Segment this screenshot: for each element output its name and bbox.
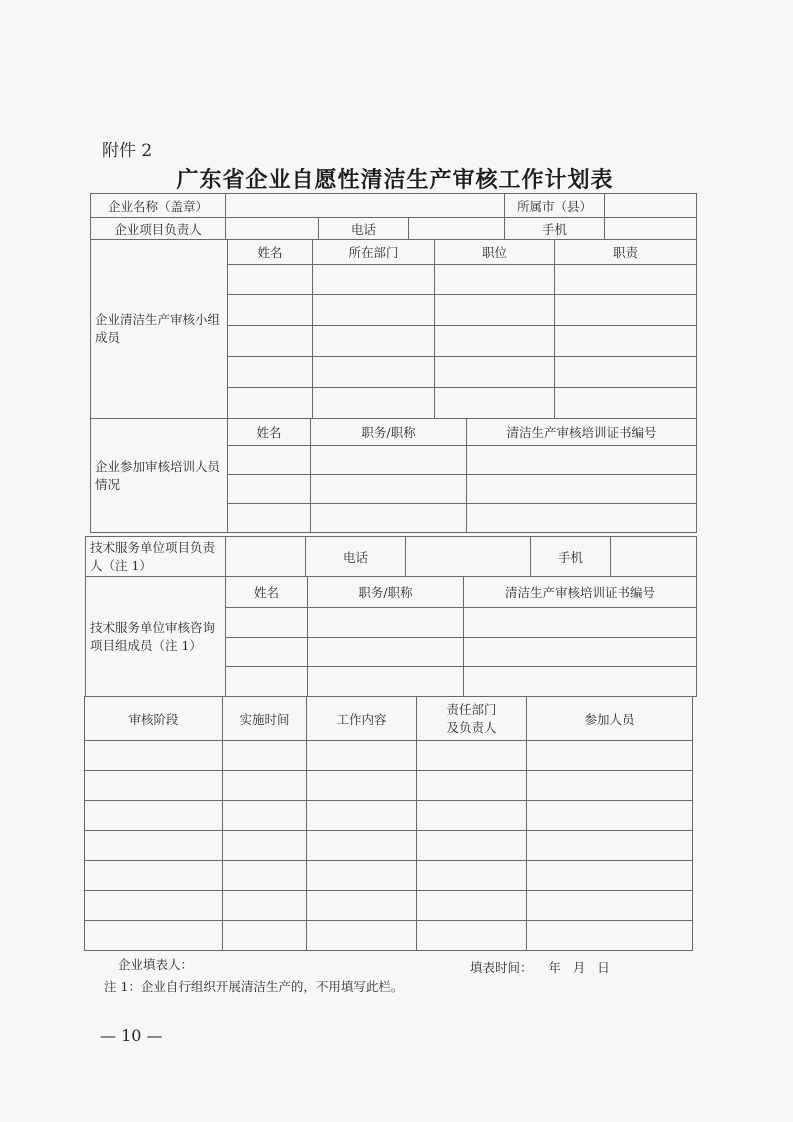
tech-service-table [85, 536, 697, 577]
table-cell[interactable] [417, 861, 527, 891]
tech-phone-label: 电话 [306, 537, 406, 577]
table-cell[interactable] [527, 861, 693, 891]
col-title: 职务/职称 [308, 577, 464, 608]
table-cell[interactable] [228, 357, 313, 388]
table-cell[interactable] [223, 831, 307, 861]
table-cell[interactable] [467, 446, 697, 475]
table-cell[interactable] [467, 475, 697, 504]
page-number: — 10 — [100, 1026, 163, 1045]
table-cell[interactable] [313, 326, 435, 357]
city-label: 所属市（县） [505, 194, 605, 218]
col-cert-no: 清洁生产审核培训证书编号 [464, 577, 697, 608]
table-cell[interactable] [527, 921, 693, 951]
table-cell[interactable] [311, 504, 467, 533]
table-cell[interactable] [308, 638, 464, 667]
table-cell[interactable] [311, 446, 467, 475]
col-duty: 职责 [555, 240, 697, 265]
filler-label: 企业填表人： [118, 957, 194, 972]
table-cell[interactable] [223, 741, 307, 771]
table-cell[interactable] [228, 265, 313, 295]
col-content: 工作内容 [307, 697, 417, 741]
table-cell[interactable] [228, 326, 313, 357]
table-cell[interactable] [228, 388, 313, 419]
company-name-field[interactable] [226, 194, 505, 218]
table-cell[interactable] [307, 891, 417, 921]
table-cell[interactable] [435, 295, 555, 326]
table-cell[interactable] [464, 638, 697, 667]
col-participants: 参加人员 [527, 697, 693, 741]
table-cell[interactable] [464, 608, 697, 638]
table-cell[interactable] [313, 265, 435, 295]
table-cell[interactable] [307, 741, 417, 771]
table-cell[interactable] [223, 771, 307, 801]
table-cell[interactable] [223, 801, 307, 831]
table-cell[interactable] [527, 741, 693, 771]
table-cell[interactable] [313, 295, 435, 326]
form-title: 广东省企业自愿性清洁生产审核工作计划表 [176, 167, 614, 193]
table-cell[interactable] [555, 388, 697, 419]
table-cell[interactable] [228, 446, 311, 475]
table-cell[interactable] [555, 265, 697, 295]
table-cell[interactable] [311, 475, 467, 504]
phone-field[interactable] [409, 218, 505, 240]
col-position: 职位 [435, 240, 555, 265]
table-cell[interactable] [228, 475, 311, 504]
table-cell[interactable] [85, 801, 223, 831]
table-cell[interactable] [527, 891, 693, 921]
table-cell[interactable] [527, 801, 693, 831]
company-name-label: 企业名称（盖章） [91, 194, 226, 218]
table-cell[interactable] [313, 357, 435, 388]
table-cell[interactable] [85, 861, 223, 891]
table-cell[interactable] [467, 504, 697, 533]
col-stage: 审核阶段 [85, 697, 223, 741]
table-cell[interactable] [307, 831, 417, 861]
date-label: 填表时间： 年 月 日 [470, 960, 610, 975]
table-cell[interactable] [228, 504, 311, 533]
table-cell[interactable] [307, 771, 417, 801]
table-cell[interactable] [417, 771, 527, 801]
table-cell[interactable] [307, 801, 417, 831]
attachment-label: 附件 2 [102, 141, 153, 161]
audit-team-label: 企业清洁生产审核小组成员 [91, 240, 228, 419]
table-cell[interactable] [226, 667, 308, 697]
phone-label: 电话 [319, 218, 409, 240]
tech-phone-field[interactable] [406, 537, 531, 577]
table-cell[interactable] [555, 295, 697, 326]
mobile-label: 手机 [505, 218, 605, 240]
col-name: 姓名 [228, 240, 313, 265]
schedule-table [84, 696, 693, 951]
table-cell[interactable] [555, 357, 697, 388]
col-name: 姓名 [228, 419, 311, 446]
table-cell[interactable] [85, 921, 223, 951]
table-cell[interactable] [85, 741, 223, 771]
table-cell[interactable] [417, 831, 527, 861]
table-cell[interactable] [85, 891, 223, 921]
tech-lead-label: 技术服务单位项目负责人（注 1） [86, 537, 226, 577]
col-time: 实施时间 [223, 697, 307, 741]
table-cell[interactable] [223, 891, 307, 921]
table-cell[interactable] [223, 921, 307, 951]
tech-lead-field[interactable] [226, 537, 306, 577]
mobile-field[interactable] [605, 218, 697, 240]
table-cell[interactable] [226, 608, 308, 638]
col-responsible: 责任部门 及负责人 [417, 697, 527, 741]
city-field[interactable] [605, 194, 697, 218]
col-title: 职务/职称 [311, 419, 467, 446]
table-cell[interactable] [308, 667, 464, 697]
table-cell[interactable] [435, 326, 555, 357]
tech-mobile-field[interactable] [611, 537, 697, 577]
audit-team-table [90, 239, 697, 419]
footnote: 注 1：企业自行组织开展清洁生产的，不用填写此栏。 [104, 979, 404, 994]
table-cell[interactable] [228, 295, 313, 326]
table-cell[interactable] [226, 638, 308, 667]
table-cell[interactable] [307, 861, 417, 891]
table-cell[interactable] [313, 388, 435, 419]
table-cell[interactable] [223, 861, 307, 891]
table-cell[interactable] [435, 265, 555, 295]
col-cert-no: 清洁生产审核培训证书编号 [467, 419, 697, 446]
table-cell[interactable] [555, 326, 697, 357]
table-cell[interactable] [85, 771, 223, 801]
col-name: 姓名 [226, 577, 308, 608]
table-cell[interactable] [435, 357, 555, 388]
table-cell[interactable] [527, 771, 693, 801]
table-cell[interactable] [85, 831, 223, 861]
table-cell[interactable] [527, 831, 693, 861]
table-cell[interactable] [308, 608, 464, 638]
table-cell[interactable] [464, 667, 697, 697]
project-lead-label: 企业项目负责人 [91, 218, 226, 240]
col-department: 所在部门 [313, 240, 435, 265]
table-cell[interactable] [435, 388, 555, 419]
table-cell[interactable] [417, 741, 527, 771]
table-cell[interactable] [417, 891, 527, 921]
consult-team-label: 技术服务单位审核咨询项目组成员（注 1） [86, 577, 226, 697]
tech-mobile-label: 手机 [531, 537, 611, 577]
table-cell[interactable] [307, 921, 417, 951]
training-label: 企业参加审核培训人员情况 [91, 419, 228, 533]
project-lead-field[interactable] [226, 218, 319, 240]
training-table [90, 418, 697, 533]
header-table [90, 193, 697, 240]
table-cell[interactable] [417, 921, 527, 951]
table-cell[interactable] [417, 801, 527, 831]
consult-team-table [85, 576, 697, 697]
